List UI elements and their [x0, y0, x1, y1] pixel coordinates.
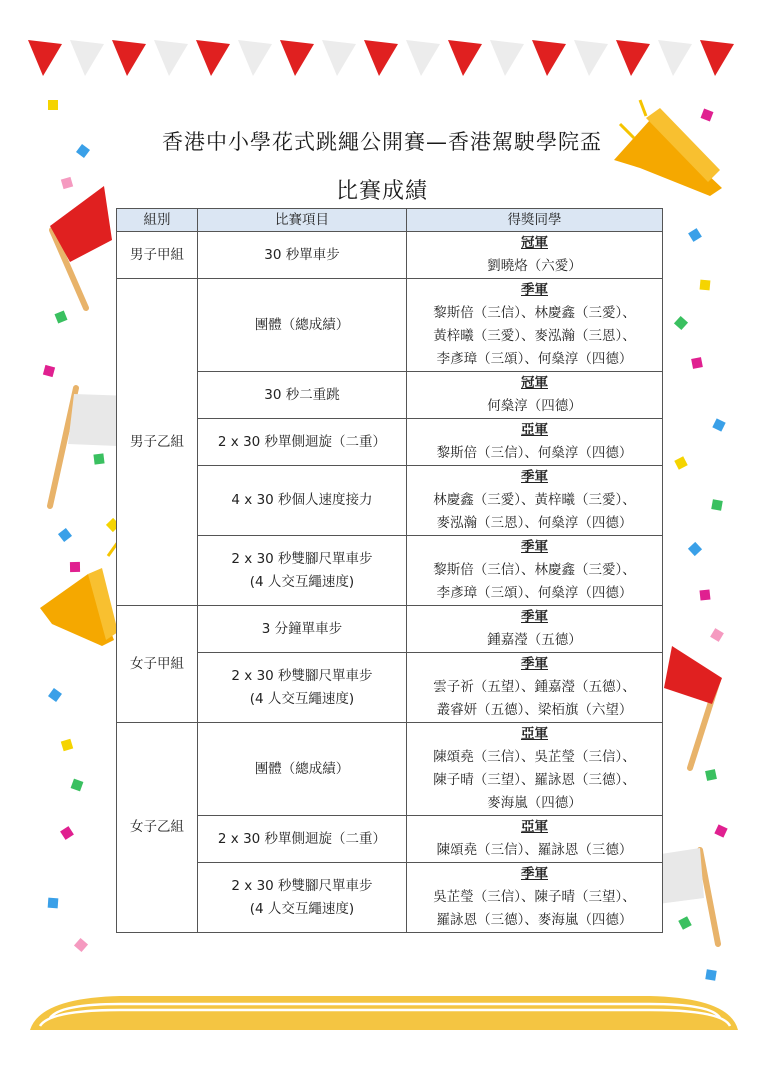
- winner-names: 羅詠恩（三德）、麥海嵐（四德）: [436, 912, 633, 928]
- table-row: [117, 536, 663, 606]
- winner-names: 黎斯倍（三信）、何燊淳（四德）: [436, 445, 633, 461]
- confetti-piece: [700, 590, 711, 601]
- table-row: [117, 466, 663, 536]
- bunting-flag: [448, 40, 482, 76]
- event-cell: [198, 279, 407, 372]
- winner-names: 李彥璋（三頌）、何燊淳（四德）: [436, 585, 633, 601]
- table-row: [117, 723, 663, 816]
- winners-cell: [407, 816, 663, 863]
- event-cell: [198, 606, 407, 653]
- winner-names: 陳頌堯（三信）、羅詠恩（三德）: [436, 842, 633, 858]
- event-cell: [198, 816, 407, 863]
- event-name: 30 秒二重跳: [264, 386, 340, 403]
- red-flag-icon: [664, 646, 722, 768]
- winners-cell: [407, 536, 663, 606]
- event-name: (4 人交互繩速度): [249, 690, 355, 707]
- confetti-piece: [74, 938, 88, 952]
- event-name: (4 人交互繩速度): [249, 573, 355, 590]
- bunting-flag: [70, 40, 104, 76]
- award-label: 冠軍: [521, 375, 548, 391]
- event-name: 3 分鐘單車步: [261, 620, 343, 637]
- winner-names: 鍾嘉瀅（五德）: [487, 632, 582, 648]
- confetti-piece: [58, 528, 72, 542]
- winner-names: 黎斯倍（三信）、林慶鑫（三愛）、: [433, 305, 636, 321]
- confetti-piece: [48, 688, 62, 702]
- table-row: [117, 606, 663, 653]
- bunting-flag: [196, 40, 230, 76]
- event-name: 4 x 30 秒個人速度接力: [231, 492, 373, 508]
- winners-cell: [407, 606, 663, 653]
- event-cell: [198, 372, 407, 419]
- award-label: 季軍: [521, 656, 548, 672]
- page-title: 香港中小學花式跳繩公開賽—香港駕駛學院盃: [162, 130, 602, 154]
- confetti-piece: [711, 499, 723, 511]
- winner-names: 陳子晴（三望）、羅詠恩（三德）、: [433, 772, 636, 788]
- event-name: 2 x 30 秒單側迴旋（二重）: [217, 830, 387, 847]
- table-row: [117, 232, 663, 279]
- event-cell: [198, 723, 407, 816]
- winners-cell: [407, 279, 663, 372]
- results-table: [116, 208, 663, 933]
- winner-names: 黃梓曦（三愛）、麥泓瀚（三恩）、: [433, 328, 636, 344]
- bunting-flag: [406, 40, 440, 76]
- bunting-banner: [28, 40, 734, 76]
- group-cell: 男子甲組: [117, 232, 198, 279]
- winner-names: 林慶鑫（三愛）、黃梓曦（三愛）、: [433, 492, 636, 508]
- table-row: [117, 863, 663, 933]
- confetti-piece: [691, 357, 703, 369]
- award-label: 季軍: [521, 539, 548, 555]
- confetti-piece: [678, 916, 692, 930]
- confetti-piece: [674, 456, 687, 469]
- column-header-group: 組別: [117, 209, 198, 232]
- winners-cell: [407, 372, 663, 419]
- event-cell: [198, 653, 407, 723]
- confetti-piece: [48, 100, 58, 110]
- group-cell: 女子乙組: [117, 723, 198, 933]
- winner-names: 劉曉烙（六愛）: [487, 258, 582, 274]
- bunting-flag: [700, 40, 734, 76]
- event-cell: [198, 863, 407, 933]
- table-row: [117, 419, 663, 466]
- confetti-piece: [688, 542, 702, 556]
- winner-names: 雲子祈（五望）、鍾嘉瀅（五德）、: [433, 679, 636, 695]
- event-name: 2 x 30 秒雙腳尺單車步: [231, 550, 373, 567]
- event-cell: [198, 232, 407, 279]
- confetti-piece: [43, 365, 55, 377]
- column-header-winners: 得獎同學: [407, 209, 663, 232]
- event-name: 2 x 30 秒單側迴旋（二重）: [217, 433, 387, 450]
- group-cell: 男子乙組: [117, 279, 198, 606]
- confetti-piece: [705, 769, 717, 781]
- winners-cell: [407, 232, 663, 279]
- confetti-piece: [60, 826, 74, 840]
- award-label: 季軍: [521, 609, 548, 625]
- confetti-piece: [674, 316, 688, 330]
- award-label: 季軍: [521, 469, 548, 485]
- confetti-piece: [705, 969, 716, 980]
- bunting-flag: [154, 40, 188, 76]
- confetti-piece: [714, 824, 727, 837]
- table-row: [117, 653, 663, 723]
- event-cell: [198, 419, 407, 466]
- award-label: 亞軍: [521, 422, 548, 438]
- award-label: 亞軍: [521, 726, 548, 742]
- bunting-flag: [28, 40, 62, 76]
- running-track: [30, 996, 738, 1030]
- winner-names: 麥海嵐（四德）: [487, 795, 582, 811]
- table-header-row: [117, 209, 663, 232]
- award-label: 季軍: [521, 866, 548, 882]
- bunting-flag: [238, 40, 272, 76]
- award-label: 季軍: [521, 282, 548, 298]
- confetti-piece: [712, 418, 725, 431]
- winners-cell: [407, 653, 663, 723]
- bunting-flag: [280, 40, 314, 76]
- award-label: 亞軍: [521, 819, 548, 835]
- winners-cell: [407, 863, 663, 933]
- results-body: [117, 232, 663, 933]
- winners-cell: [407, 466, 663, 536]
- confetti-piece: [48, 898, 59, 909]
- event-name: 團體（總成績）: [254, 316, 350, 333]
- winner-names: 黎斯倍（三信）、林慶鑫（三愛）、: [433, 562, 636, 578]
- confetti-piece: [700, 280, 711, 291]
- event-name: 2 x 30 秒雙腳尺單車步: [231, 667, 373, 684]
- event-name: (4 人交互繩速度): [249, 900, 355, 917]
- confetti-piece: [688, 228, 702, 242]
- bunting-flag: [364, 40, 398, 76]
- confetti-piece: [54, 310, 67, 323]
- bunting-flag: [532, 40, 566, 76]
- winner-names: 何燊淳（四德）: [487, 398, 582, 414]
- bunting-flag: [112, 40, 146, 76]
- winner-names: 陳頌堯（三信）、吳芷瑩（三信）、: [433, 749, 636, 765]
- winner-names: 李彥璋（三頌）、何燊淳（四德）: [436, 351, 633, 367]
- bunting-flag: [574, 40, 608, 76]
- group-cell: 女子甲組: [117, 606, 198, 723]
- bunting-flag: [616, 40, 650, 76]
- winners-cell: [407, 723, 663, 816]
- bunting-flag: [490, 40, 524, 76]
- bunting-flag: [322, 40, 356, 76]
- award-label: 冠軍: [521, 235, 548, 251]
- page-subtitle: 比賽成績: [335, 179, 428, 204]
- event-name: 團體（總成績）: [254, 760, 350, 777]
- event-cell: [198, 536, 407, 606]
- event-name: 30 秒單車步: [264, 246, 340, 263]
- winner-names: 吳芷瑩（三信）、陳子晴（三望）、: [433, 889, 636, 905]
- column-header-event: 比賽項目: [198, 209, 407, 232]
- winner-names: 叢睿妍（五德）、梁栢旗（六望）: [436, 702, 633, 718]
- confetti-piece: [710, 628, 724, 642]
- table-row: [117, 372, 663, 419]
- winner-names: 麥泓瀚（三恩）、何燊淳（四德）: [436, 515, 633, 531]
- event-cell: [198, 466, 407, 536]
- table-row: [117, 279, 663, 372]
- table-row: [117, 816, 663, 863]
- confetti-piece: [93, 453, 104, 464]
- bunting-flag: [658, 40, 692, 76]
- confetti-piece: [61, 739, 73, 751]
- confetti-piece: [70, 562, 80, 572]
- confetti-piece: [71, 779, 84, 792]
- confetti-piece: [701, 109, 714, 122]
- event-name: 2 x 30 秒雙腳尺單車步: [231, 877, 373, 894]
- winners-cell: [407, 419, 663, 466]
